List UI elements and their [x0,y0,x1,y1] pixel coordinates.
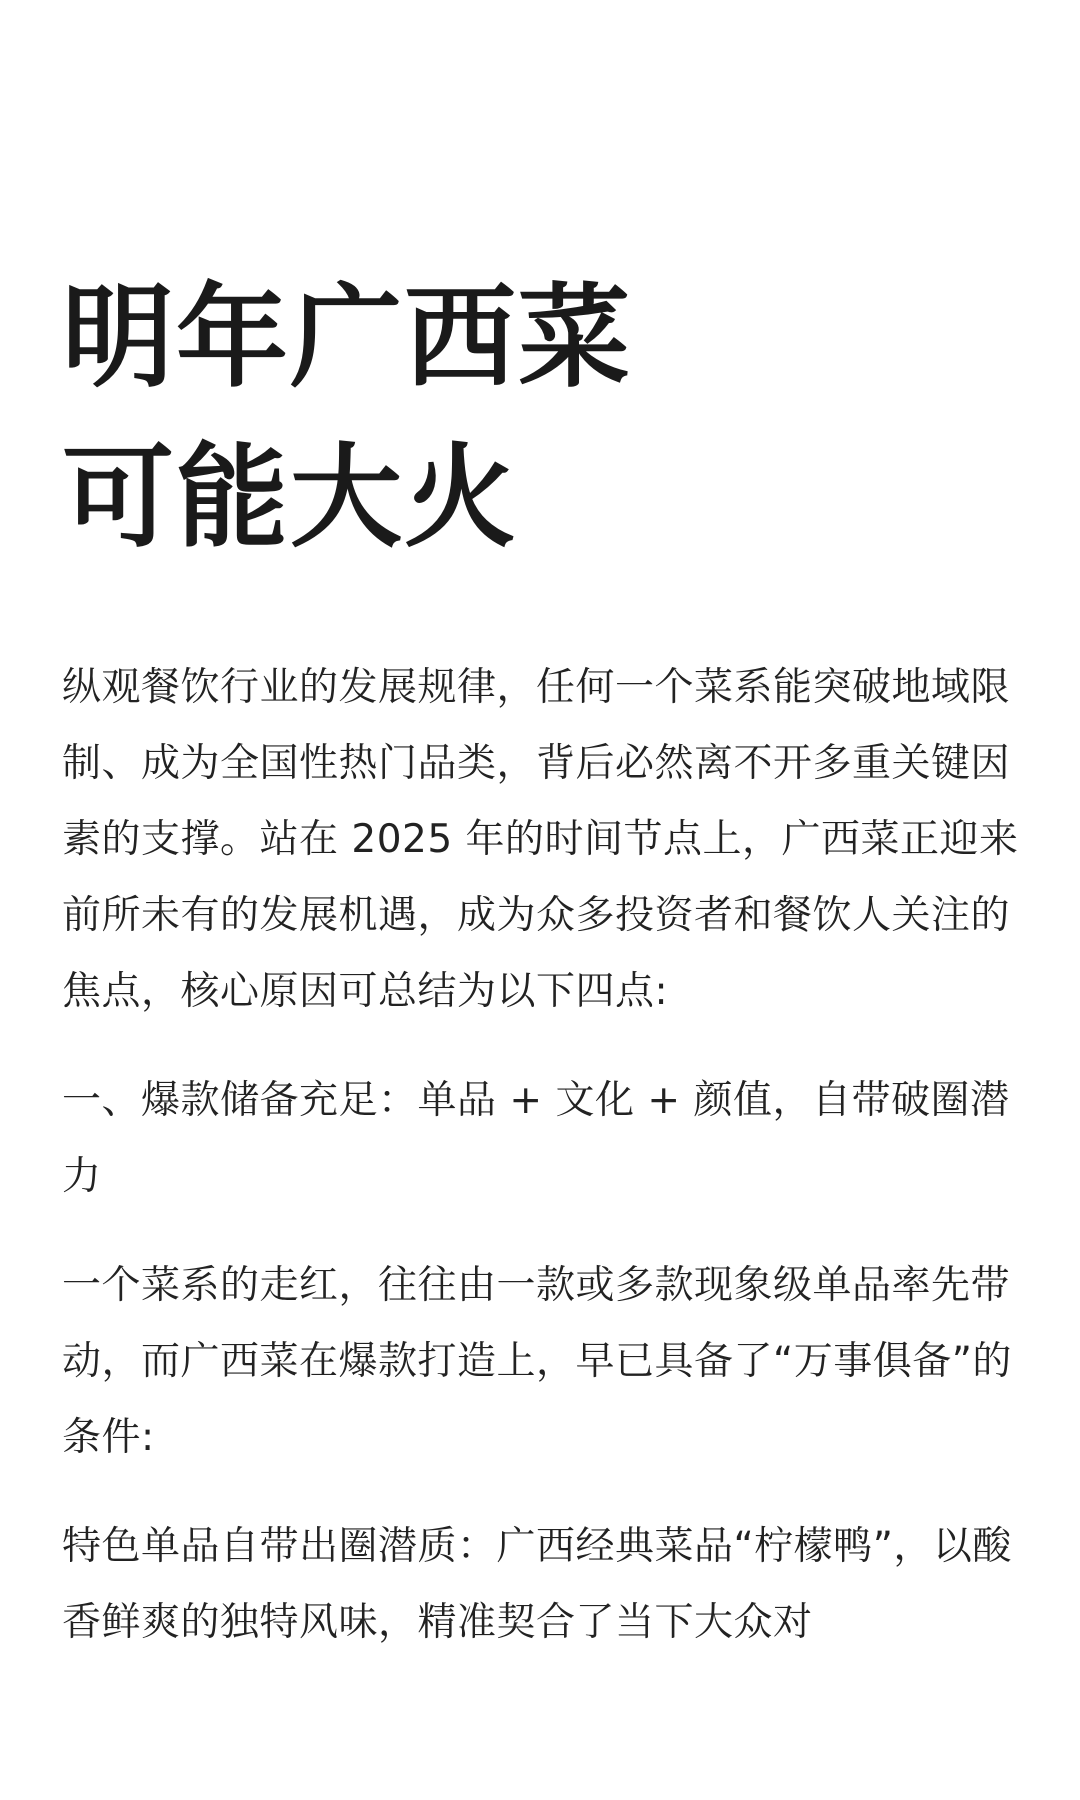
article-body [62,650,1022,1661]
intro-paragraph: 纵观餐饮行业的发展规律，任何一个菜系能突破地域限制、成为全国性热门品类，背后必然离不开多重关键因素的支撑。站在 2025 年的时间节点上，广西菜正迎来前所未有的发展机遇，成为众多投资者和餐饮人关注的焦点，核心原因可总结为以下四点: [62,665,1019,1014]
section-heading-1: 一、爆款储备充足：单品 + 文化 + 颜值，自带破圈潜力 [62,1078,1010,1199]
article-title [62,258,1022,578]
title-line-1: 明年广西菜 [62,273,632,403]
body-paragraph: 一个菜系的走红，往往由一款或多款现象级单品率先带动，而广西菜在爆款打造上，早已具备了“万事俱备”的条件: [62,1263,1012,1460]
title-line-2: 可能大火 [62,433,518,563]
body-paragraph-truncated: 特色单品自带出圈潜质：广西经典菜品“柠檬鸭”，以酸香鲜爽的独特风味，精准契合了当下大众对 [62,1524,1012,1645]
